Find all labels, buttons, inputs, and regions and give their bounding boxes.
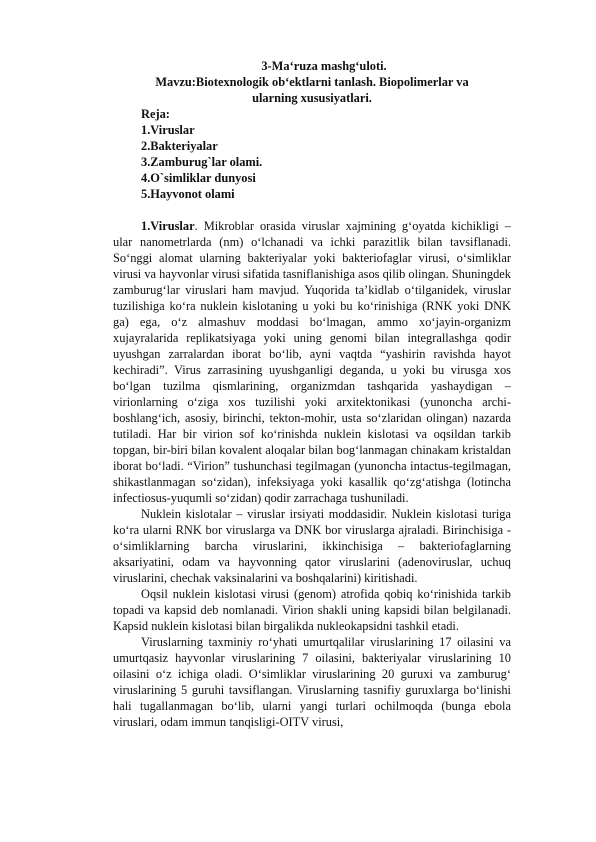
paragraph-text: . Mikroblar orasida viruslar xajmining g‘oyatda kichikligi – ular nanometrlarda (nm) o‘lchanadi va ichki parazitlik bilan tavsiflanadi. So‘nggi alomat ularning bakteriyalar yoki bakteriofaglar virusi, o‘simliklar virusi va hayvonlar virusi sifatida tasniflanishiga asos qilib olingan. Shuningdek zamburug‘lar viruslari ham mavjud. Yuqorida ta’kidlab o‘tilganidek, viruslar tuzilishiga ko‘ra nuklein kislotaning u yoki bu ko‘rinishiga (RNK yoki DNK ga) ega, o‘z almashuv moddasi bo‘lmagan, ammo xo‘jayin-organizm xujayralarida replikatsiyaga yoki uning genomi bilan integrallashga qodir uyushgan zarralardan iborat bo‘lib, ayni vaqtda “yashirin ravishda hayot kechiradi”. Virus zarrasining uyushganligi deganda, u yoki bu virusga xos bo‘lgan tuzilma qismlarining, organizmdan tashqarida yashaydigan – virionlarning o‘ziga xos tuzilishi yoki arxitektonikasi (yunoncha archi-boshlang‘ich, asosiy, birinchi, tekton-mohir, usta so‘zlaridan olingan) nazarda tutiladi. Har bir virion sof ko‘rinishda nuklein kislotasi va oqsildan tarkib topgan, bir-biri bilan kovalent aloqalar bilan bog‘lanmagan chinakam kristaldan iborat bo‘ladi. “Virion” tushunchasi tegilmagan (yunoncha intactus-tegilmagan, shikastlanmagan so‘zidan), infeksiyaga yoki kasallik qo‘zg‘atishga (lotincha infectiosus-yuqumli so‘zidan) qodir zarrachaga tushuniladi. xyxy=(113,219,511,505)
paragraph-classification: Viruslarning taxminiy ro‘yhati umurtqalilar viruslarining 17 oilasini va umurtqasiz hayvonlar viruslarining 7 oilasini, bakteriyalar viruslarining 10 oilasini o‘z ichiga oladi. O‘simliklar viruslarining 20 guruxi va zamburug‘ viruslarining 5 guruhi tavsiflangan. Viruslarning tasnifiy guruxlarga bo‘linishi hali tugallanmagan bo‘lib, ularni yangi turlari ochilmoqda (bunga ebola viruslari, odam immun tanqisligi-OITV virusi, xyxy=(113,635,511,729)
lecture-title: 3-Ma‘ruza mashg‘uloti. xyxy=(261,59,387,73)
plan-item: 4.O`simliklar dunyosi xyxy=(141,171,256,185)
plan-item: 2.Bakteriyalar xyxy=(141,139,218,153)
plan-item: 1.Viruslar xyxy=(141,123,195,137)
plan-list xyxy=(141,106,511,202)
paragraph-viruses xyxy=(113,218,511,506)
plan-item: 3.Zamburug`lar olami. xyxy=(141,155,263,169)
paragraph-capsid: Oqsil nuklein kislotasi virusi (genom) atrofida qobiq ko‘rinishida tarkib topadi va kapsid deb nomlanadi. Virion shakli uning kapsidi bilan belgilanadi. Kapsid nuklein kislotasi bilan birgalikda nukleokapsidni tashkil etadi. xyxy=(113,587,511,633)
plan-label: Reja: xyxy=(141,107,170,121)
section-heading-viruses: 1.Viruslar xyxy=(141,219,195,233)
plan-item: 5.Hayvonot olami xyxy=(141,187,235,201)
topic-title-line1: Mavzu:Biotexnologik ob‘ektlarni tanlash. Biopolimerlar va xyxy=(155,75,469,89)
spacer xyxy=(113,202,511,218)
topic-title-line2: ularning xususiyatlari. xyxy=(252,91,372,105)
paragraph-nucleic-acids: Nuklein kislotalar – viruslar irsiyati moddasidir. Nuklein kislotasi turiga ko‘ra ularni RNK bor viruslarga va DNK bor viruslarga ajraladi. Birinchisiga -o‘simliklarning barcha viruslarini, ikkinchisiga – bakteriofaglarning aksariyatini, odam va hayvonning qator viruslarini (adenoviruslar, uchuq viruslarini, chechak vaksinalarini va boshqalarini) kiritishadi. xyxy=(113,507,511,585)
